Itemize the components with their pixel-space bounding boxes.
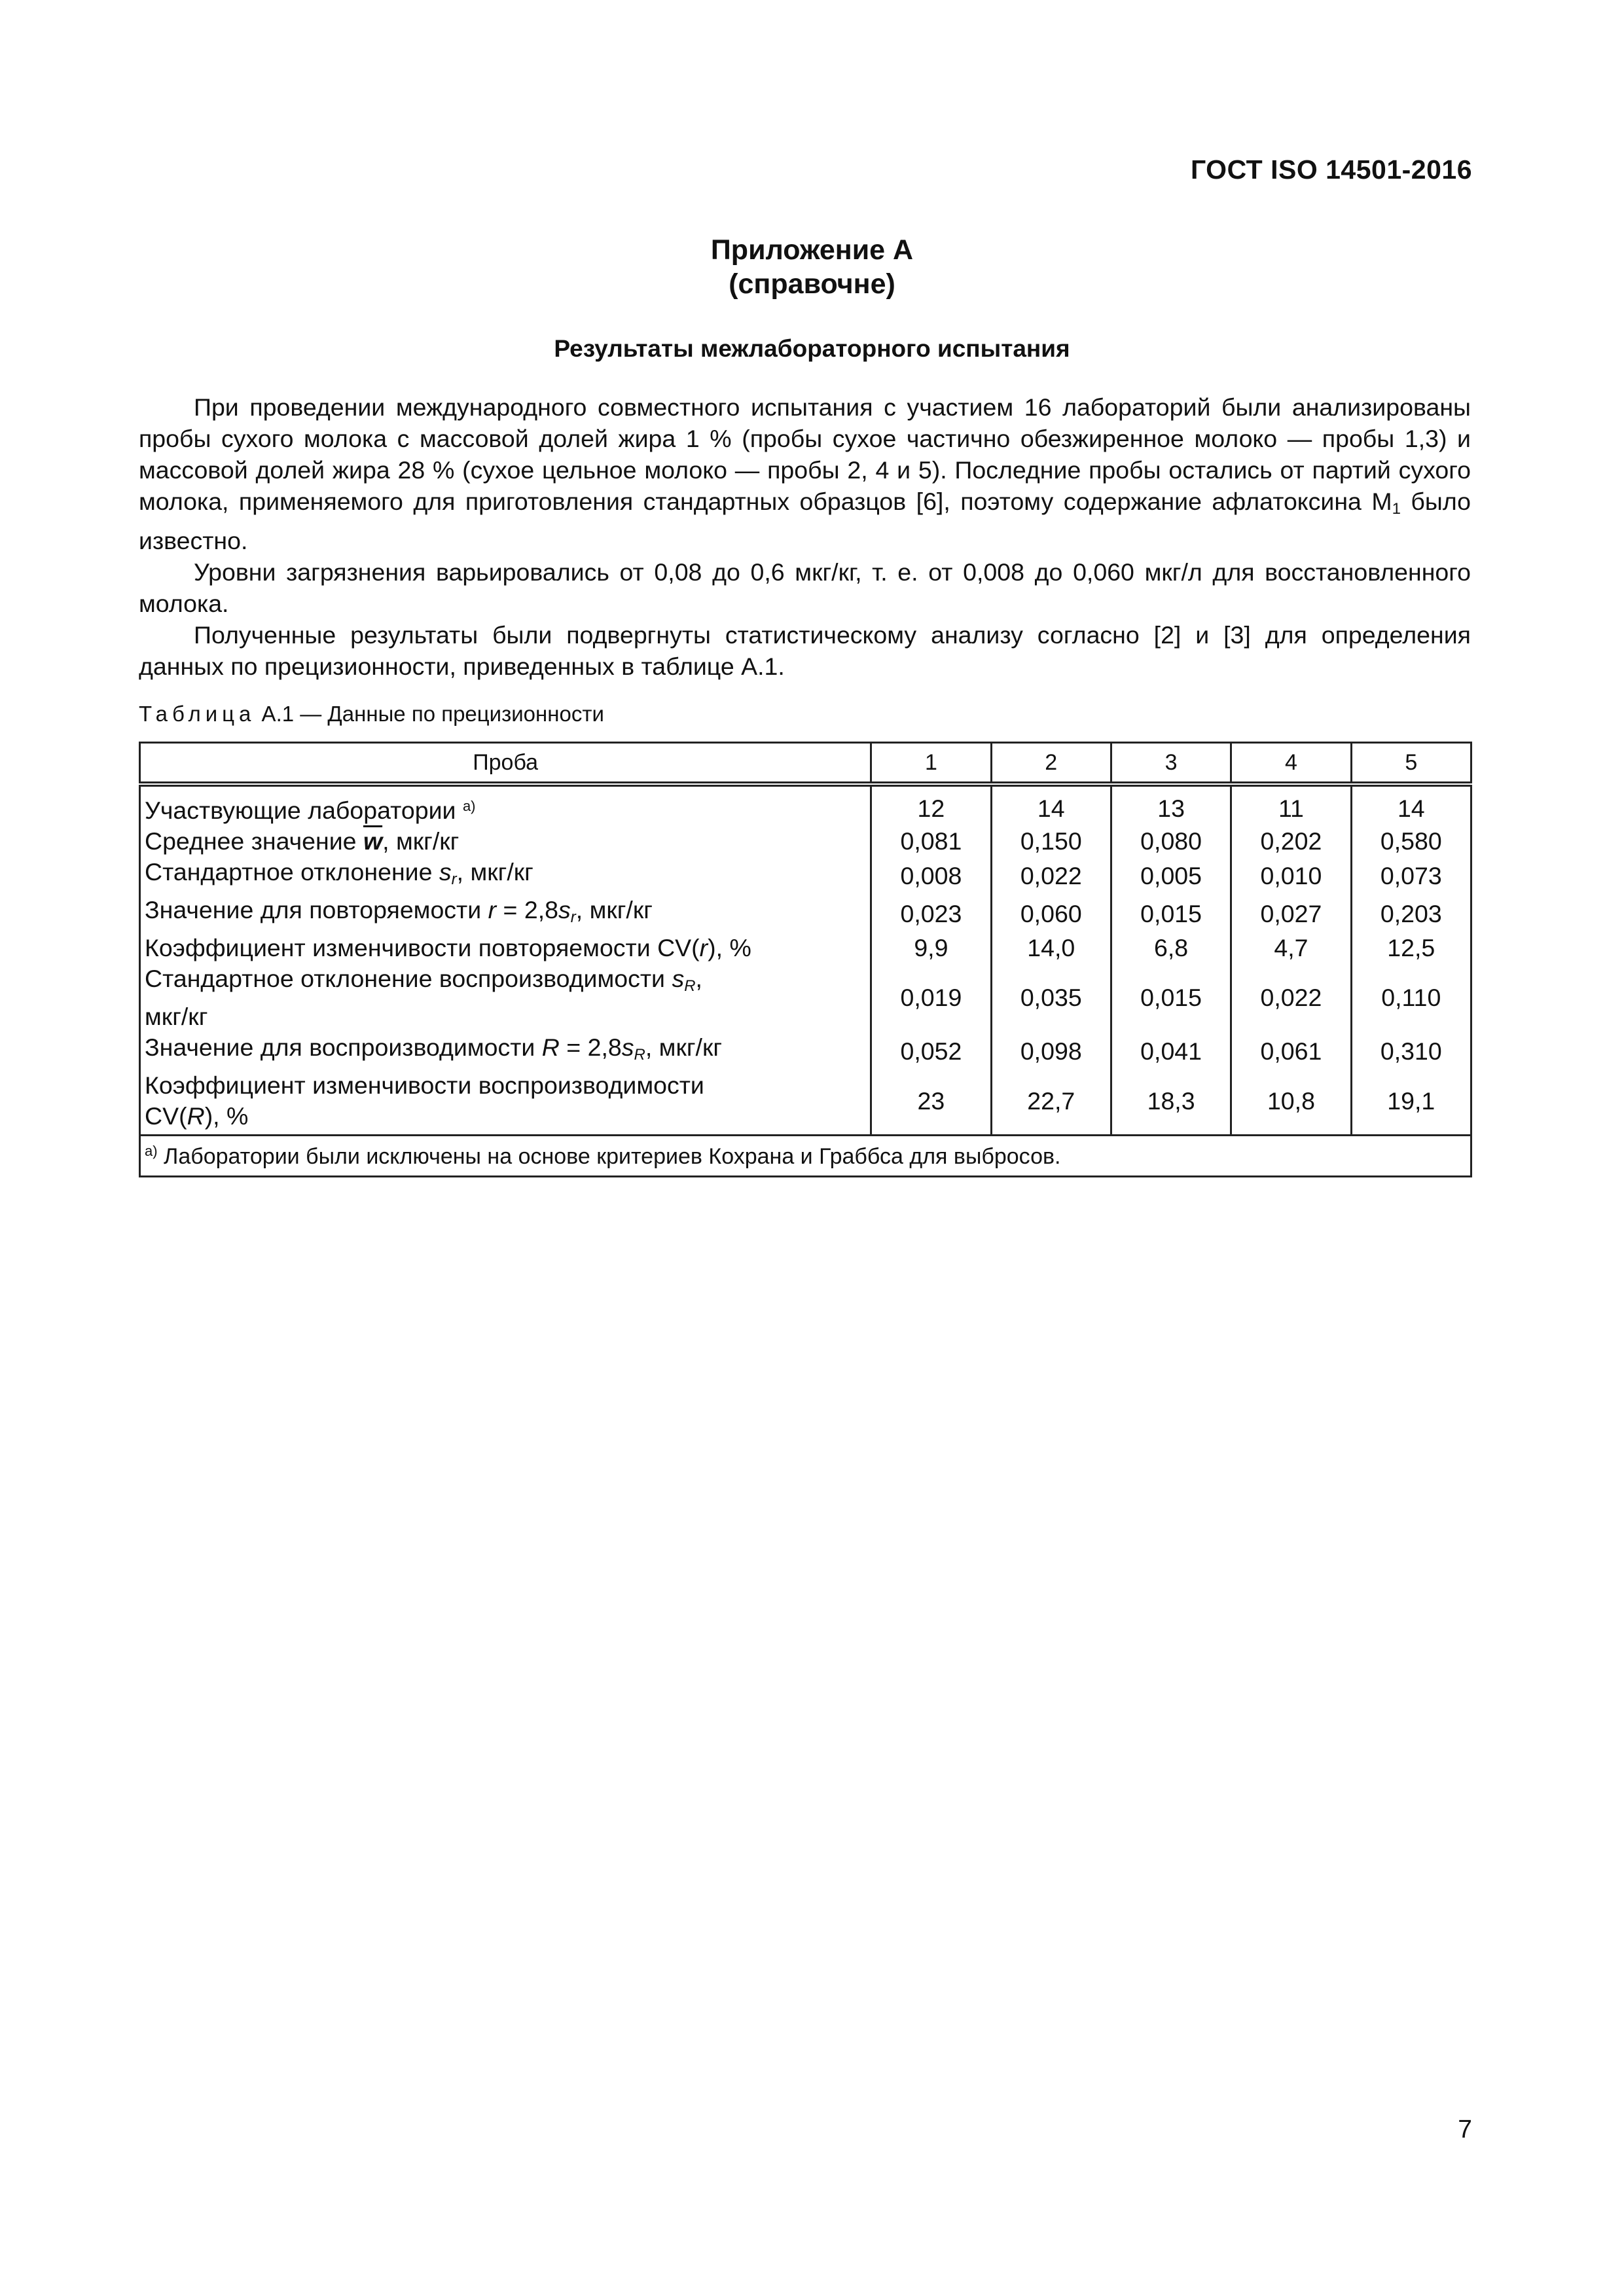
- paragraph-3: Полученные результаты были подвергнуты статистическому анализу согласно [2] и [3] для определения данных по прецизионности, приведенных в таблице А.1.: [139, 621, 1471, 680]
- cell: 0,060: [991, 895, 1111, 933]
- cell: 0,008: [871, 857, 991, 895]
- cell: 6,8: [1111, 933, 1231, 963]
- header-col-5: 5: [1351, 743, 1471, 785]
- cell: 0,150: [991, 826, 1111, 857]
- table-row: [140, 784, 1471, 826]
- cell: 9,9: [871, 933, 991, 963]
- row-label: Среднее значение $\overline{w}$, мкг/кг: [140, 826, 871, 857]
- row-label: Участвующие лаборатории $^{а)}$: [140, 784, 871, 826]
- table-footnote-row: [140, 1136, 1471, 1177]
- table-row: [140, 895, 1471, 933]
- cell: 0,035: [991, 963, 1111, 1032]
- table-caption: Таблица А.1 — Данные по прецизионности: [139, 702, 604, 726]
- cell: 14: [991, 784, 1111, 826]
- header-col-3: 3: [1111, 743, 1231, 785]
- cell: 23: [871, 1070, 991, 1136]
- cell: 13: [1111, 784, 1231, 826]
- cell: 14: [1351, 784, 1471, 826]
- header-col-4: 4: [1231, 743, 1351, 785]
- cell: 0,027: [1231, 895, 1351, 933]
- table-row: [140, 857, 1471, 895]
- header-col-1: 1: [871, 743, 991, 785]
- table-footnote: $^{а)}$ Лаборатории были исключены на основе критериев Кохрана и Граббса для выбросов.: [140, 1136, 1471, 1177]
- table-row: [140, 963, 1471, 1032]
- cell: 0,098: [991, 1032, 1111, 1070]
- cell: 0,019: [871, 963, 991, 1032]
- cell: 0,580: [1351, 826, 1471, 857]
- cell: 0,005: [1111, 857, 1231, 895]
- cell: 0,310: [1351, 1032, 1471, 1070]
- paragraph-2: Уровни загрязнения варьировались от 0,08 до 0,6 мкг/кг, т. е. от 0,008 до 0,060 мкг/л для восстановленного молока.: [139, 558, 1471, 617]
- row-label: Стандартное отклонение воспроизводимости $s_R$, мкг/кг: [140, 963, 871, 1032]
- cell: 0,023: [871, 895, 991, 933]
- cell: 0,081: [871, 826, 991, 857]
- cell: 12,5: [1351, 933, 1471, 963]
- cell: 0,203: [1351, 895, 1471, 933]
- cell: 0,022: [1231, 963, 1351, 1032]
- table-row: [140, 1070, 1471, 1136]
- cell: 0,061: [1231, 1032, 1351, 1070]
- table-row: [140, 1032, 1471, 1070]
- cell: 19,1: [1351, 1070, 1471, 1136]
- body-text: [139, 391, 1471, 682]
- row-label: Значение для воспроизводимости $R = 2,8s_R$, мкг/кг: [140, 1032, 871, 1070]
- cell: 0,202: [1231, 826, 1351, 857]
- cell: 0,015: [1111, 895, 1231, 933]
- table-header-row: [140, 743, 1471, 785]
- header-sample: Проба: [140, 743, 871, 785]
- section-title: Результаты межлабораторного испытания: [554, 335, 1070, 362]
- page-number: 7: [1458, 2115, 1472, 2144]
- cell: 0,110: [1351, 963, 1471, 1032]
- precision-table: [139, 742, 1472, 1177]
- cell: 0,041: [1111, 1032, 1231, 1070]
- cell: 0,022: [991, 857, 1111, 895]
- annex-subtitle: (справочне): [729, 268, 895, 300]
- cell: 4,7: [1231, 933, 1351, 963]
- cell: 22,7: [991, 1070, 1111, 1136]
- cell: 11: [1231, 784, 1351, 826]
- row-label: Коэффициент изменчивости повторяемости CV(r), %: [140, 933, 871, 963]
- row-label: Стандартное отклонение $s_r$, мкг/кг: [140, 857, 871, 895]
- cell: 0,015: [1111, 963, 1231, 1032]
- table-row: [140, 826, 1471, 857]
- cell: 0,052: [871, 1032, 991, 1070]
- cell: 14,0: [991, 933, 1111, 963]
- cell: 0,073: [1351, 857, 1471, 895]
- cell: 0,010: [1231, 857, 1351, 895]
- cell: 10,8: [1231, 1070, 1351, 1136]
- cell: 18,3: [1111, 1070, 1231, 1136]
- header-col-2: 2: [991, 743, 1111, 785]
- paragraph-1: При проведении международного совместного испытания с участием 16 лабораторий были анализированы пробы сухого молока с массовой долей жира 1 % (пробы сухое частично обезжиренное молоко — пробы 1,3) и массовой долей жира 28 % (сухое цельное молоко — пробы 2, 4 и 5). Последние пробы остались от партий сухого молока, применяемого для приготовления стандартных образцов [6], поэтому содержание афлатоксина $М_1$ было известно.: [139, 393, 1471, 554]
- row-label: Коэффициент изменчивости воспроизводимости CV(R), %: [140, 1070, 871, 1136]
- row-label: Значение для повторяемости $r = 2,8s_r$, мкг/кг: [140, 895, 871, 933]
- cell: 12: [871, 784, 991, 826]
- document-code: ГОСТ ISO 14501-2016: [1190, 154, 1472, 185]
- table-row: [140, 933, 1471, 963]
- cell: 0,080: [1111, 826, 1231, 857]
- annex-title: Приложение А: [710, 234, 914, 266]
